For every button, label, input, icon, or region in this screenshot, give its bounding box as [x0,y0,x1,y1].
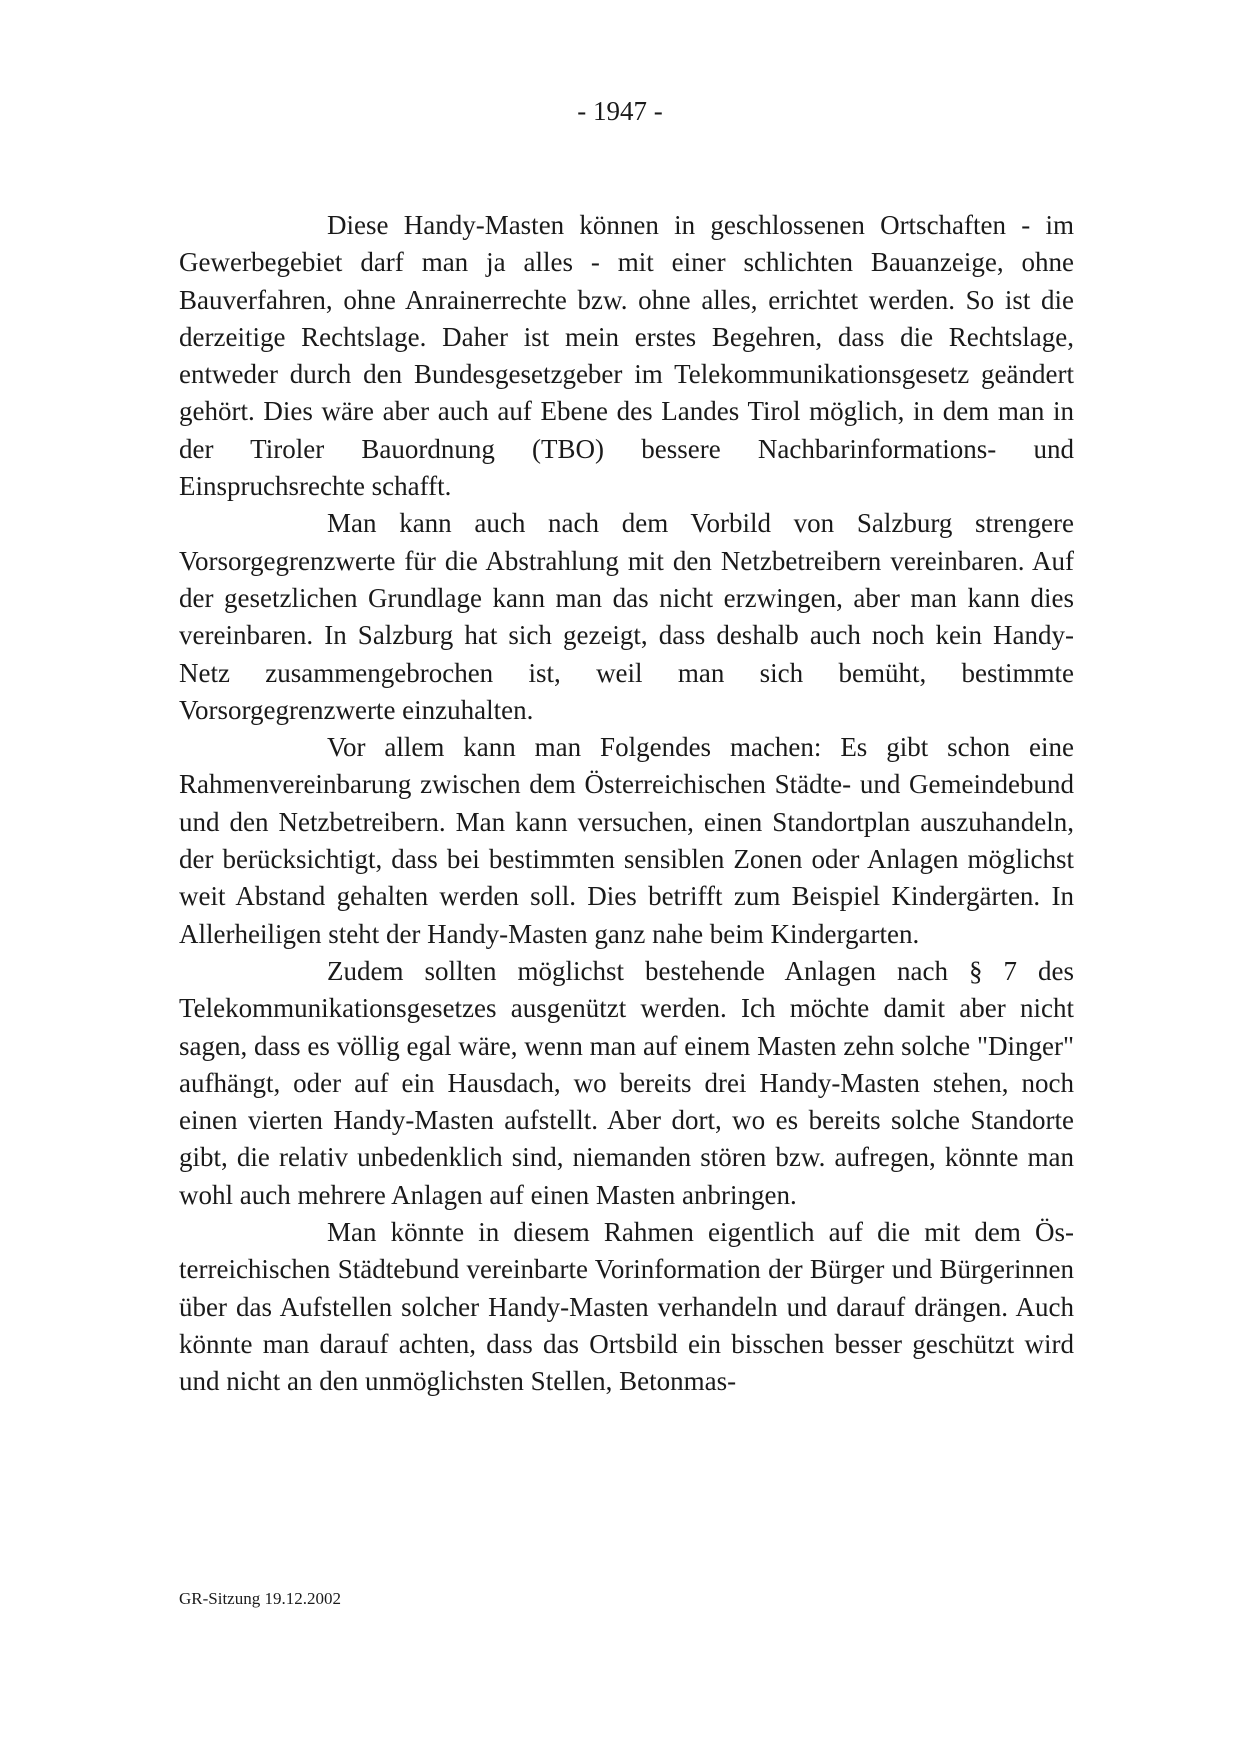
paragraph: Man kann auch nach dem Vorbild von Salzburg strengere Vorsorgegrenzwerte für die Abstrahlung mit den Netzbetreibern vereinbaren. Auf der gesetzlichen Grundlage kann man das nicht erzwingen, aber man kann dies vereinbaren. In Salzburg hat sich gezeigt, dass deshalb auch noch kein Handy-Netz zusammengebrochen ist, weil man sich bemüht, bestimmte Vorsorgegrenzwerte einzuhalten. [179,508,1074,725]
paragraph: Zudem sollten möglichst bestehende Anlagen nach § 7 des Telekommunikationsgesetzes ausgenützt werden. Ich möchte damit aber nicht sagen, dass es völlig egal wäre, wenn man auf einem Masten zehn solche "Dinger" aufhängt, oder auf ein Hausdach, wo bereits drei Handy-Masten stehen, noch einen vierten Handy-Masten aufstellt. Aber dort, wo es bereits solche Standorte gibt, die relativ unbedenklich sind, niemanden stören bzw. aufregen, könnte man wohl auch mehrere Anlagen auf einen Masten anbringen. [179,955,1074,1210]
paragraph: Man könnte in diesem Rahmen eigentlich auf die mit dem Österreichischen Städtebund vereinbarte Vorinformation der Bürger und Bürgerinnen über das Aufstellen solcher Handy-Masten verhandeln und darauf drängen. Auch könnte man darauf achten, dass das Ortsbild ein bisschen besser geschützt wird und nicht an den unmöglichsten Stellen, Betonmas- [179,1217,1074,1397]
paragraph: Vor allem kann man Folgendes machen: Es gibt schon eine Rahmenvereinbarung zwischen dem Österreichischen Städte- und Gemeindebund und den Netzbetreibern. Man kann versuchen, einen Standortplan auszuhandeln, der berücksichtigt, dass bei bestimmten sensiblen Zonen oder Anlagen möglichst weit Abstand gehalten werden soll. Dies betrifft zum Beispiel Kindergärten. In Allerheiligen steht der Handy-Masten ganz nahe beim Kindergarten. [179,732,1074,949]
footer-session-date: GR-Sitzung 19.12.2002 [179,1589,341,1608]
paragraph: Diese Handy-Masten können in geschlossenen Ortschaften - im Gewerbegebiet darf man ja alles - mit einer schlichten Bauanzeige, ohne Bauverfahren, ohne Anrainerrechte bzw. ohne alles, errichtet werden. So ist die derzeitige Rechtslage. Daher ist mein erstes Begehren, dass die Rechtslage, entweder durch den Bundesgesetzgeber im Telekommunikationsgesetz geändert gehört. Dies wäre aber auch auf Ebene des Landes Tirol möglich, in dem man in der Tiroler Bauordnung (TBO) bessere Nachbarinformations- und Einspruchsrechte schafft. [179,210,1074,502]
page-number: - 1947 - [577,96,663,126]
document-body [179,207,1074,1401]
